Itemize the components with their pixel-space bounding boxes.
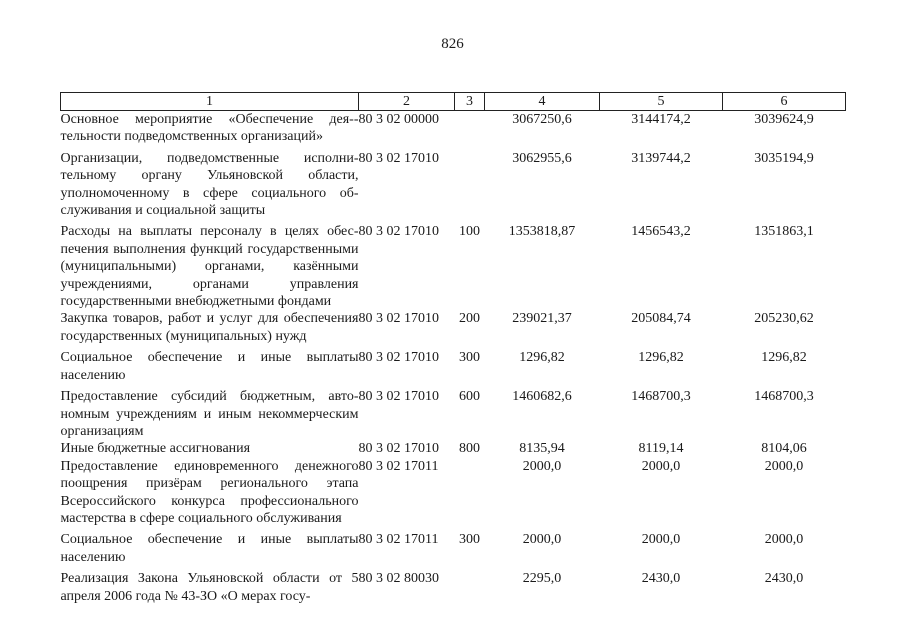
row-name: Организации, подведомственные исполнительному органу Ульяновской области, уполномоченному в сфере социального обслуживания и социальной защиты	[60, 150, 359, 219]
table-row	[61, 440, 846, 457]
row-value-col6: 1468700,3	[754, 389, 814, 405]
row-name: Закупка товаров, работ и услуг для обеспечения государственных (муниципальных) нужд	[60, 311, 359, 344]
row-expense-type: 800	[459, 441, 480, 457]
row-name: Предоставление субсидий бюджетным, автономным учреждениям и иным некоммерческим организациям	[60, 389, 359, 439]
row-value-col4: 2000,0	[522, 532, 562, 548]
row-value-col4: 2000,0	[522, 458, 562, 474]
row-code: 80 3 02 17010	[358, 150, 439, 166]
column-header: 1	[61, 93, 359, 111]
row-code: 80 3 02 00000	[358, 112, 439, 127]
table-row	[61, 310, 846, 349]
row-code: 80 3 02 17010	[358, 350, 439, 366]
row-code: 80 3 02 17011	[358, 532, 439, 548]
row-value-col6: 1296,82	[761, 350, 807, 366]
row-value-col5: 3144174,2	[631, 112, 691, 127]
row-name: Предоставление единовременного денежного поощрения призёрам регионального этапа Всероссийского конкурса профессионального мастерства в сфере социального обслуживания	[60, 458, 359, 526]
row-expense-type	[455, 150, 485, 224]
budget-table	[60, 92, 846, 605]
row-code: 80 3 02 17010	[358, 441, 439, 457]
column-header: 2	[359, 93, 455, 111]
column-header: 6	[723, 93, 846, 111]
row-value-col4: 239021,37	[512, 311, 572, 327]
row-value-col4: 3067250,6	[512, 112, 572, 127]
row-expense-type	[455, 458, 485, 532]
row-value-col5: 3139744,2	[631, 150, 691, 166]
row-value-col6: 205230,62	[754, 311, 814, 327]
row-expense-type: 100	[459, 224, 480, 240]
row-value-col4: 2295,0	[522, 571, 562, 587]
row-value-col6: 2000,0	[764, 458, 804, 474]
row-value-col4: 1460682,6	[512, 389, 572, 405]
row-value-col5: 1296,82	[638, 350, 684, 366]
row-name: Расходы на выплаты персоналу в целях обеспечения выполнения функций государственными (муниципальными) органами, казёнными учреждениями, органами управления государственными внебюджетными фондами	[60, 224, 359, 310]
row-value-col4: 1296,82	[519, 350, 565, 366]
row-expense-type: 300	[459, 532, 480, 548]
table-row	[61, 111, 846, 150]
row-code: 80 3 02 17010	[358, 311, 439, 327]
table-row	[61, 150, 846, 224]
row-value-col5: 2000,0	[641, 532, 681, 548]
column-header: 5	[600, 93, 723, 111]
row-expense-type	[455, 570, 485, 605]
row-value-col5: 8119,14	[638, 441, 684, 457]
row-value-col5: 2430,0	[641, 571, 681, 587]
page-number: 826	[441, 36, 464, 52]
row-name: Социальное обеспечение и иные выплаты населению	[60, 532, 359, 565]
row-expense-type: 200	[459, 311, 480, 327]
row-code: 80 3 02 17010	[358, 224, 439, 240]
row-value-col6: 3039624,9	[754, 112, 814, 127]
row-value-col6: 3035194,9	[754, 150, 814, 166]
table-row	[61, 223, 846, 310]
table-row	[61, 570, 846, 605]
row-value-col5: 2000,0	[641, 458, 681, 474]
table-row	[61, 458, 846, 532]
row-value-col4: 8135,94	[519, 441, 565, 457]
row-name: Иные бюджетные ассигнования	[60, 441, 251, 457]
row-value-col6: 2000,0	[764, 532, 804, 548]
row-value-col5: 205084,74	[631, 311, 691, 327]
row-value-col5: 1456543,2	[631, 224, 691, 240]
row-value-col5: 1468700,3	[631, 389, 691, 405]
column-header: 3	[455, 93, 485, 111]
row-code: 80 3 02 80030	[358, 571, 439, 587]
row-expense-type: 600	[459, 389, 480, 405]
table-row	[61, 349, 846, 388]
row-code: 80 3 02 17011	[358, 458, 439, 474]
row-value-col6: 2430,0	[764, 571, 804, 587]
row-name: Основное мероприятие «Обеспечение дея-тельности подведомственных организаций»	[60, 112, 359, 145]
row-value-col6: 1351863,1	[754, 224, 814, 240]
row-name: Социальное обеспечение и иные выплаты населению	[60, 350, 359, 383]
row-expense-type: 300	[459, 350, 480, 366]
row-value-col4: 1353818,87	[508, 224, 576, 240]
table-row	[61, 531, 846, 570]
table-header-row	[61, 93, 846, 111]
table-row	[61, 388, 846, 440]
row-value-col4: 3062955,6	[512, 150, 572, 166]
row-value-col6: 8104,06	[761, 441, 807, 457]
row-expense-type	[455, 111, 485, 150]
column-header: 4	[485, 93, 600, 111]
row-code: 80 3 02 17010	[358, 389, 439, 405]
row-name: Реализация Закона Ульяновской области от 5 апреля 2006 года № 43-ЗО «О мерах госу-	[60, 571, 359, 604]
